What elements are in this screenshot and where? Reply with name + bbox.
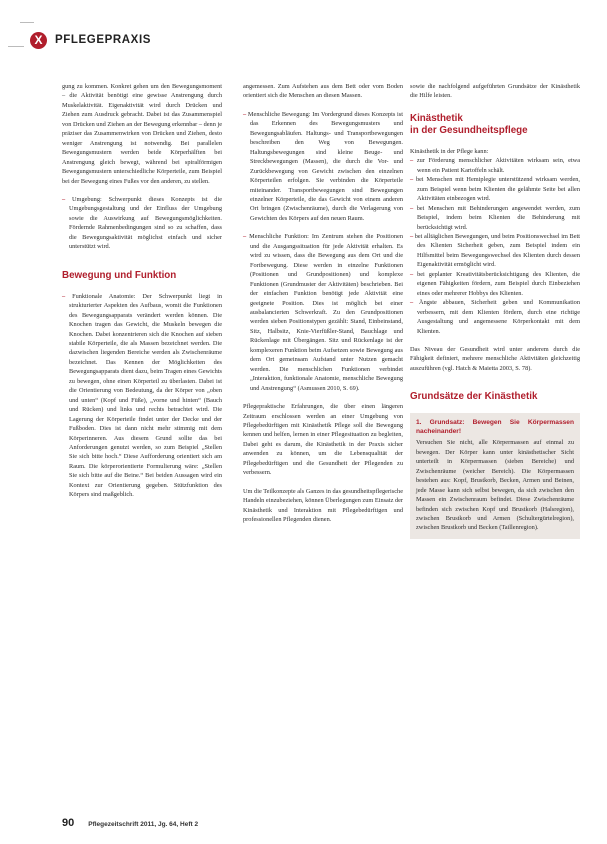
heading-line: in der Gesundheitspflege [410,124,528,136]
paragraph: sowie die nachfolgend aufgeführten Grundsätze der Kinästhetik die Hilfe leisten. [410,83,580,100]
crop-mark-top-left [20,22,34,23]
heading-grundsaetze: Grundsätze der Kinästhetik [410,391,538,403]
list-item: – bei Menschen mit Hemiplegie unterstützend wirksam werden, zum Beispiel wenn beim Klienten die gelähmte Seite bei allen Aktivitäten einbezogen wird. [410,176,580,203]
list-item: – bei geplanter Kreativitätsberücksichtigung des Klienten, die eigenen Fähigkeiten fördern, zum Beispiel durch Einbeziehen eines oder mehrerer Hobbys des Klienten. [410,270,580,297]
page-footer [62,817,198,829]
heading-kinaesthetik-gesundheitspflege [410,113,580,137]
list-dash-icon: – [62,292,73,300]
list-item-text: – Umgebung: Schwerpunkt dieses Konzepts ist die Umgebungsgestaltung und der Einfluss der Umgebung sowie die Auswirkung auf Bewegungsmöglichkeiten. Fördernde Rahmenbedingungen sind so zu schaffen, dass die Bewegungsaktivität möglichst einfach und sicher unterstützt wird. [62,195,222,251]
list-item: – bei alltäglichen Bewegungen, und beim Positionswechsel im Bett des Klienten Sicherheit geben, zum Beispiel indem ein Hilfsmittel beim Bewegungswechsel des Klienten durch dessen Eigenaktivität ermöglicht wird. [410,232,580,269]
list-item: – zur Förderung menschlicher Aktivitäten wirksam sein, etwa wenn ein Patient Kartoffeln schält. [410,157,580,174]
paragraph: Das Niveau der Gesundheit wird unter anderem durch die Fähigkeit definiert, mehrere menschliche Aktivitäten gleichzeitig auszuführen (vgl. Hatch & Maietta 2003, S. 78). [410,345,580,372]
list-dash-icon: – [410,270,418,278]
list-item-text: – Menschliche Bewegung: Im Vordergrund dieses Konzepts ist das Erkennen des Bewegungsmusters und Bewegungsabläufen. Haltungs- und Transportbewegungen beschreiben den Weg von Bewegungen. Haltungsbewegungen sind kleine Beuge- und Streckbewegungen (Massen), die durch die Vor- und Zurückbewegung von Gewicht zwischen den einzelnen Körperteilen erfolgen. Sie verbinden die Körperteile miteinander. Transportbewegungen sind Bewegungen einzelner Körperteile, die das Gewicht von einem anderen Ort bringen (Zwischenräume), durch die Verlagerung von Gewichten des Körpers auf den neuen Raum. [243,110,403,222]
list-dash-icon: – [410,204,417,212]
heading-line: Kinästhetik [410,112,463,124]
grundsatz-box [410,413,580,539]
text-column-2 [243,82,403,524]
list-item [62,292,222,500]
list-item-text: – Menschliche Funktion: Im Zentrum stehen die Positionen und die Ausgangssituation für jede Aktivität erhalten. Es wird zu wissen, dass die Bewegung aus dem Ort und die Fortbewegung. Diese werden in einzelne Funktionen (Positionen und Grundpositionen) und komplexe Funktionen (Grundmuster der Aktivitäten) beschrieben. Bei der einfachen Funktion benötigt jede Aktivität eine geeignete Position. Dies ist möglich bei einer ausbalancierten Schwerkraft. Zu den Grundpositionen werden sieben Positionstypen gezählt: Stand, Einbeinstand, Sitz, Halbsitz, Knie-Vierfüßler-Stand, Bauchlage und Rückenlage mit Übergängen. Sitz und Rückenlage ist der komplexeren Funktion beim Aufsetzen sowie Bewegung aus dem Ort gemeinsam Aufstand unter Nutzen gemacht werden. Die menschlichen Funktionen verbindet „Interaktion, funktionale Anatomie, menschliche Bewegung und Anstrengung“ (Asmussen 2010, S. 69). [243,233,403,392]
heading-bewegung-und-funktion: Bewegung und Funktion [62,269,177,281]
text-column-3 [410,82,580,539]
journal-citation: Pflegezeitschrift 2011, Jg. 64, Heft 2 [88,821,199,828]
list-dash-icon: – [243,110,248,118]
list-dash-icon: – [410,299,420,307]
list-dash-icon: – [62,195,72,203]
box-text: Versuchen Sie nicht, alle Körpermassen auf einmal zu bewegen. Der Körper kann unter kinästhetischer Sicht unterteilt in Körpermassen (sieben Bereiche) und Zwischenräume (weicher Bereich). Die Körpermassen bestehen aus: Kopf, Brustkorb, Becken, Armen und Beinen, jede Masse kann sich selbst bewegen, da sich zwischen den Massen ein Zwischenraum befindet. Diese Zwischenräume befinden sich zwischen Kopf und Brustkorb (Halsregion), zwischen Brustkorb und Armen (Schultergürtelregion), zwischen Brustkorb und Becken (Taillenregion). [416,439,574,532]
paragraph: gung zu kommen. Konkret gehen um den Bewegungsmoment – die Aktivität benötigt eine gewisse Anstrengung durch Muskelaktivität. Eigenaktivität wird durch Drücken und Ziehen zum Ausdruck gebracht. Dabei ist das Zusammenspiel von Drücken und Ziehen an der Bewegung erkennbar – denn je präziser das Zusammenwirken von Drücken und Ziehen, desto weniger Anstrengung ist notwendig. Bei parallelen Bewegungsmustern werden beide Körperhälften bei Anstrengung gleich bewegt, während bei spiralförmigen Bewegungsmustern unterschiedliche Körperteile, zum Beispiel bei der Bewegung eines Fußes vor den anderen, zu stellen. [62,83,222,185]
crop-mark-left [8,46,24,47]
list-item: – Ängste abbauen, Sicherheit geben und Kommunikation verbessern, mit dem Klienten fördern, durch eine richtige Ausgestaltung und angemessene Körperkontakt mit dem Klienten. [410,299,580,335]
bullet-list [410,156,580,336]
paragraph: angemessen. Zum Aufstehen aus dem Bett oder vom Boden orientiert sich die Menschen an diesen Massen. [243,83,403,100]
page-number: 90 [62,817,75,829]
list-item: – bei Menschen mit Behinderungen angewendet werden, zum Beispiel, indem beim Klienten die Behinderung mit berücksichtigt wird. [410,204,580,231]
pflegepraxis-logo-icon: X [30,32,47,49]
paragraph: Kinästhetik in der Pflege kann: [410,147,489,155]
list-dash-icon: – [243,233,250,241]
list-item [62,195,222,252]
section-title: PFLEGEPRAXIS [55,34,152,46]
list-dash-icon: – [410,176,416,184]
box-heading: 1. Grundsatz: Bewegen Sie Körpermassen nacheinander! [416,419,574,436]
list-item [243,110,403,223]
page-header [30,30,151,50]
list-item [243,232,403,393]
text-column-1 [62,82,222,500]
list-item-text: – Funktionale Anatomie: Der Schwerpunkt liegt in strukturierter Aspekten des Aufbaus, womit die Funktionen des Bewegungsapparats verändert werden können. Die Knochen tragen das Gewicht, die Muskeln bewegen die Knochen. Dabei konzentrieren sich die Knochen auf sieben stabile Körperteile, die als Massen bezeichnet werden. Die dazwischen liegenden Bereiche werden als Zwischenräume bezeichnet. Das Kennen der Möglichkeiten des Bewegungsapparats dient dazu, beim Tragen eines Gewichts zu bewegen, ohne einen Körperteil zu überlasten. Dabei ist die Orientierung von Bedeutung, da der Körper von „oben und unten“ (Kopf und Füße), „vorne und hinten“ (Bauch und Rücken) und links und rechts betrachtet wird. Die Lagerung der Körperteile findet unter der Decke und der Fußboden. Dies ist dann nicht mehr stimmig mit dem Körperinneren. Aus diesem Grund sollte das bei Anforderungen genutzt werden, so zum Beispiel „Stellen Sie sich bitte hoch.“ Diese Aufforderung orientiert sich am Raum. Die körperorientierte Formulierung wäre: „Stellen Sie sich bitte auf die Beine.“ Bei beiden Aussagen wird ein Kontext zur Orientierung gegeben. Stützfunktion des Körpers sind maßgeblich. [62,292,222,499]
paragraph: Pflegepraktische Erfahrungen, die über einen längeren Zeitraum erschlossen werden an einer Umgebung von Pflegebedürftigen mit Kinästhetik Pflege soll die Bewegung kennen und helfen, lernen in einer Pflegesituation zu begleiten, Dabei geht es darum, die Kinästhetik in der Praxis sicher anwenden zu können, um die Lebensqualität der Pflegebedürftigen und die Gesundheit der Pflegenden zu verbessern. [243,403,403,477]
list-dash-icon: – [410,232,415,240]
paragraph: Um die Teilkonzepte als Ganzes in das gesundheitspflegerische Handeln einzubeziehen, können Überlegungen zum Einsatz der Kinästhetik und Interaktion mit Pflegebedürftigen und professionellen Pflegenden dienen. [243,487,403,524]
list-dash-icon: – [410,157,417,165]
